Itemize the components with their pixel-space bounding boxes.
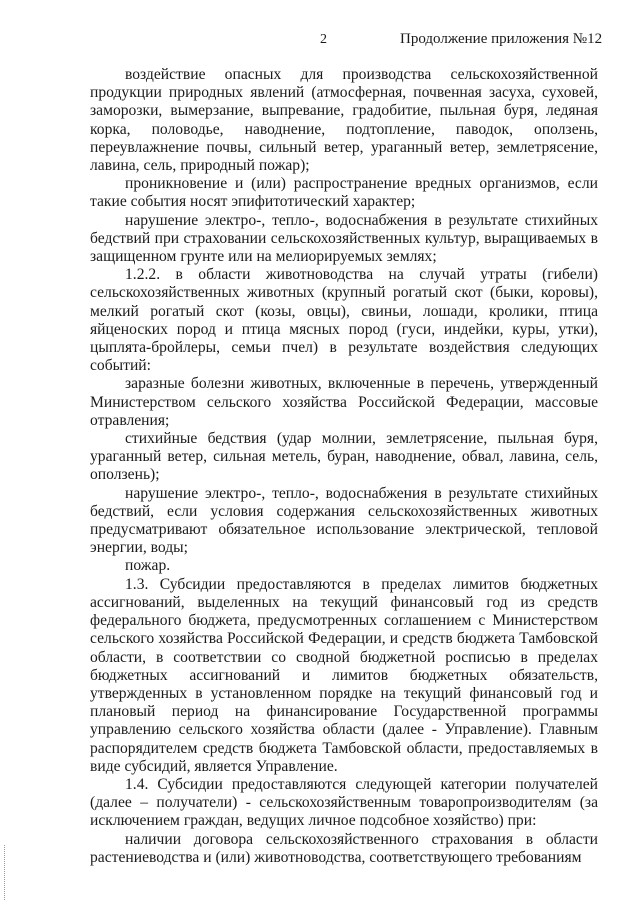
page-number: 2: [320, 32, 327, 47]
paragraph: стихийные бедствия (удар молнии, землетрясение, пыльная буря, ураганный ветер, сильная метель, буран, наводнение, обвал, лавина, сель, оползень);: [90, 430, 598, 484]
paragraph: 1.2.2. в области животноводства на случай утраты (гибели) сельскохозяйственных животных (крупный рогатый скот (быки, коровы), мелкий рогатый скот (козы, овцы), свиньи, лошади, кролики, птица яйценоских пород и птица мясных пород (гуси, индейки, куры, утки), цыплята-бройлеры, семьи пчел) в результате воздействия следующих событий:: [90, 266, 598, 375]
paragraph: проникновение и (или) распространение вредных организмов, если такие события носят эпифитотический характер;: [90, 175, 598, 211]
paragraph: пожар.: [125, 557, 171, 575]
document-body: [90, 66, 598, 867]
paragraph: 1.4. Субсидии предоставляются следующей категории получателей (далее – получатели) - сельскохозяйственным товаропроизводителям (за исключением граждан, ведущих личное подсобное хозяйство) при:: [90, 775, 598, 830]
paragraph: нарушение электро-, тепло-, водоснабжения в результате стихийных бедствий при страховании сельскохозяйственных культур, выращиваемых в защищенном грунте или на мелиорируемых землях;: [90, 211, 598, 266]
scan-margin-marks: [4, 845, 8, 900]
paragraph: 1.3. Субсидии предоставляются в пределах лимитов бюджетных ассигнований, выделенных на текущий финансовый год из средств федерального бюджета, предусмотренных соглашением с Министерством сельского хозяйства Российской Федерации, и средств бюджета Тамбовской области, в соответствии со сводной бюджетной росписью в пределах бюджетных ассигнований и лимитов бюджетных обязательств, утвержденных в установленном порядке на текущий финансовый год и плановый период на финансирование Государственной программы управлению сельского хозяйства области (далее - Управление). Главным распорядителем средств бюджета Тамбовской области, предоставляемых в виде субсидий, является Управление.: [90, 575, 598, 775]
appendix-continuation-label: Продолжение приложения №12: [400, 31, 603, 47]
paragraph: воздействие опасных для производства сельскохозяйственной продукции природных явлений (атмосферная, почвенная засуха, суховей, заморозки, вымерзание, выпревание, градобитие, пыльная буря, ледяная корка, половодье, наводнение, подтопление, паводок, оползень, переувлажнение почвы, сильный ветер, ураганный ветер, землетрясение, лавина, сель, природный пожар);: [90, 66, 598, 175]
paragraph: наличии договора сельскохозяйственного страхования в области растениеводства и (или) животноводства, соответствующего требованиям: [90, 830, 598, 866]
paragraph: нарушение электро-, тепло-, водоснабжения в результате стихийных бедствий, если условия содержания сельскохозяйственных животных предусматривают обязательное использование электрической, тепловой энергии, воды;: [90, 484, 598, 557]
paragraph: заразные болезни животных, включенные в перечень, утвержденный Министерством сельского хозяйства Российской Федерации, массовые отравления;: [90, 375, 598, 429]
